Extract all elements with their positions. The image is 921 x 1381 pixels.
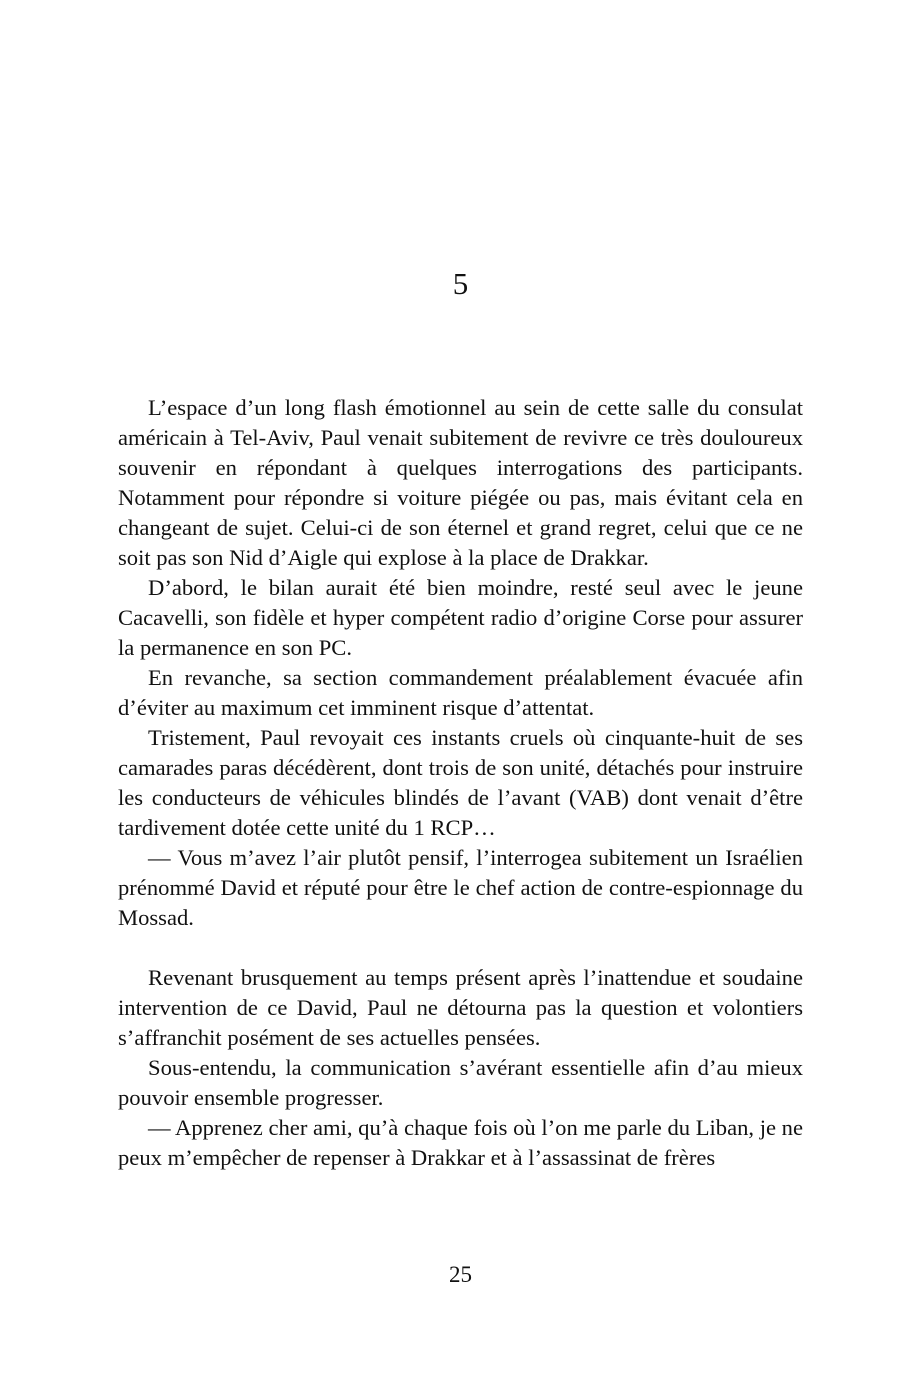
dialogue-paragraph: — Vous m’avez l’air plutôt pensif, l’interrogea subitement un Israélien prénommé David et réputé pour être le chef action de contre-espionnage du Mossad. bbox=[118, 845, 803, 930]
paragraph: L’espace d’un long flash émotionnel au sein de cette salle du consulat américain à Tel-Aviv, Paul venait subitement de revivre ce très douloureux souvenir en répondant à quelques interrogations des participants. Notamment pour répondre si voiture piégée ou pas, mais évitant cela en changeant de sujet. Celui-ci de son éternel et grand regret, celui que ce ne soit pas son Nid d’Aigle qui explose à la place de Drakkar. bbox=[118, 395, 803, 570]
paragraph: Sous-entendu, la communication s’avérant essentielle afin d’au mieux pouvoir ensemble progresser. bbox=[118, 1055, 803, 1110]
chapter-number: 5 bbox=[452, 266, 469, 301]
section-break bbox=[118, 933, 803, 963]
paragraph: Revenant brusquement au temps présent après l’inattendue et soudaine intervention de ce David, Paul ne détourna pas la question et volontiers s’affranchit posément de ses actuelles pensées. bbox=[118, 965, 803, 1050]
dialogue-paragraph: — Apprenez cher ami, qu’à chaque fois où l’on me parle du Liban, je ne peux m’empêcher de repenser à Drakkar et à l’assassinat de frères bbox=[118, 1115, 803, 1170]
paragraph: D’abord, le bilan aurait été bien moindre, resté seul avec le jeune Cacavelli, son fidèle et hyper compétent radio d’origine Corse pour assurer la permanence en son PC. bbox=[118, 575, 803, 660]
page-body bbox=[118, 393, 803, 1173]
paragraph: Tristement, Paul revoyait ces instants cruels où cinquante-huit de ses camarades paras décédèrent, dont trois de son unité, détachés pour instruire les conducteurs de véhicules blindés de l’avant (VAB) dont venait d’être tardivement dotée cette unité du 1 RCP… bbox=[118, 725, 803, 840]
paragraph: En revanche, sa section commandement préalablement évacuée afin d’éviter au maximum cet imminent risque d’attentat. bbox=[118, 665, 803, 720]
page-number: 25 bbox=[449, 1262, 472, 1287]
